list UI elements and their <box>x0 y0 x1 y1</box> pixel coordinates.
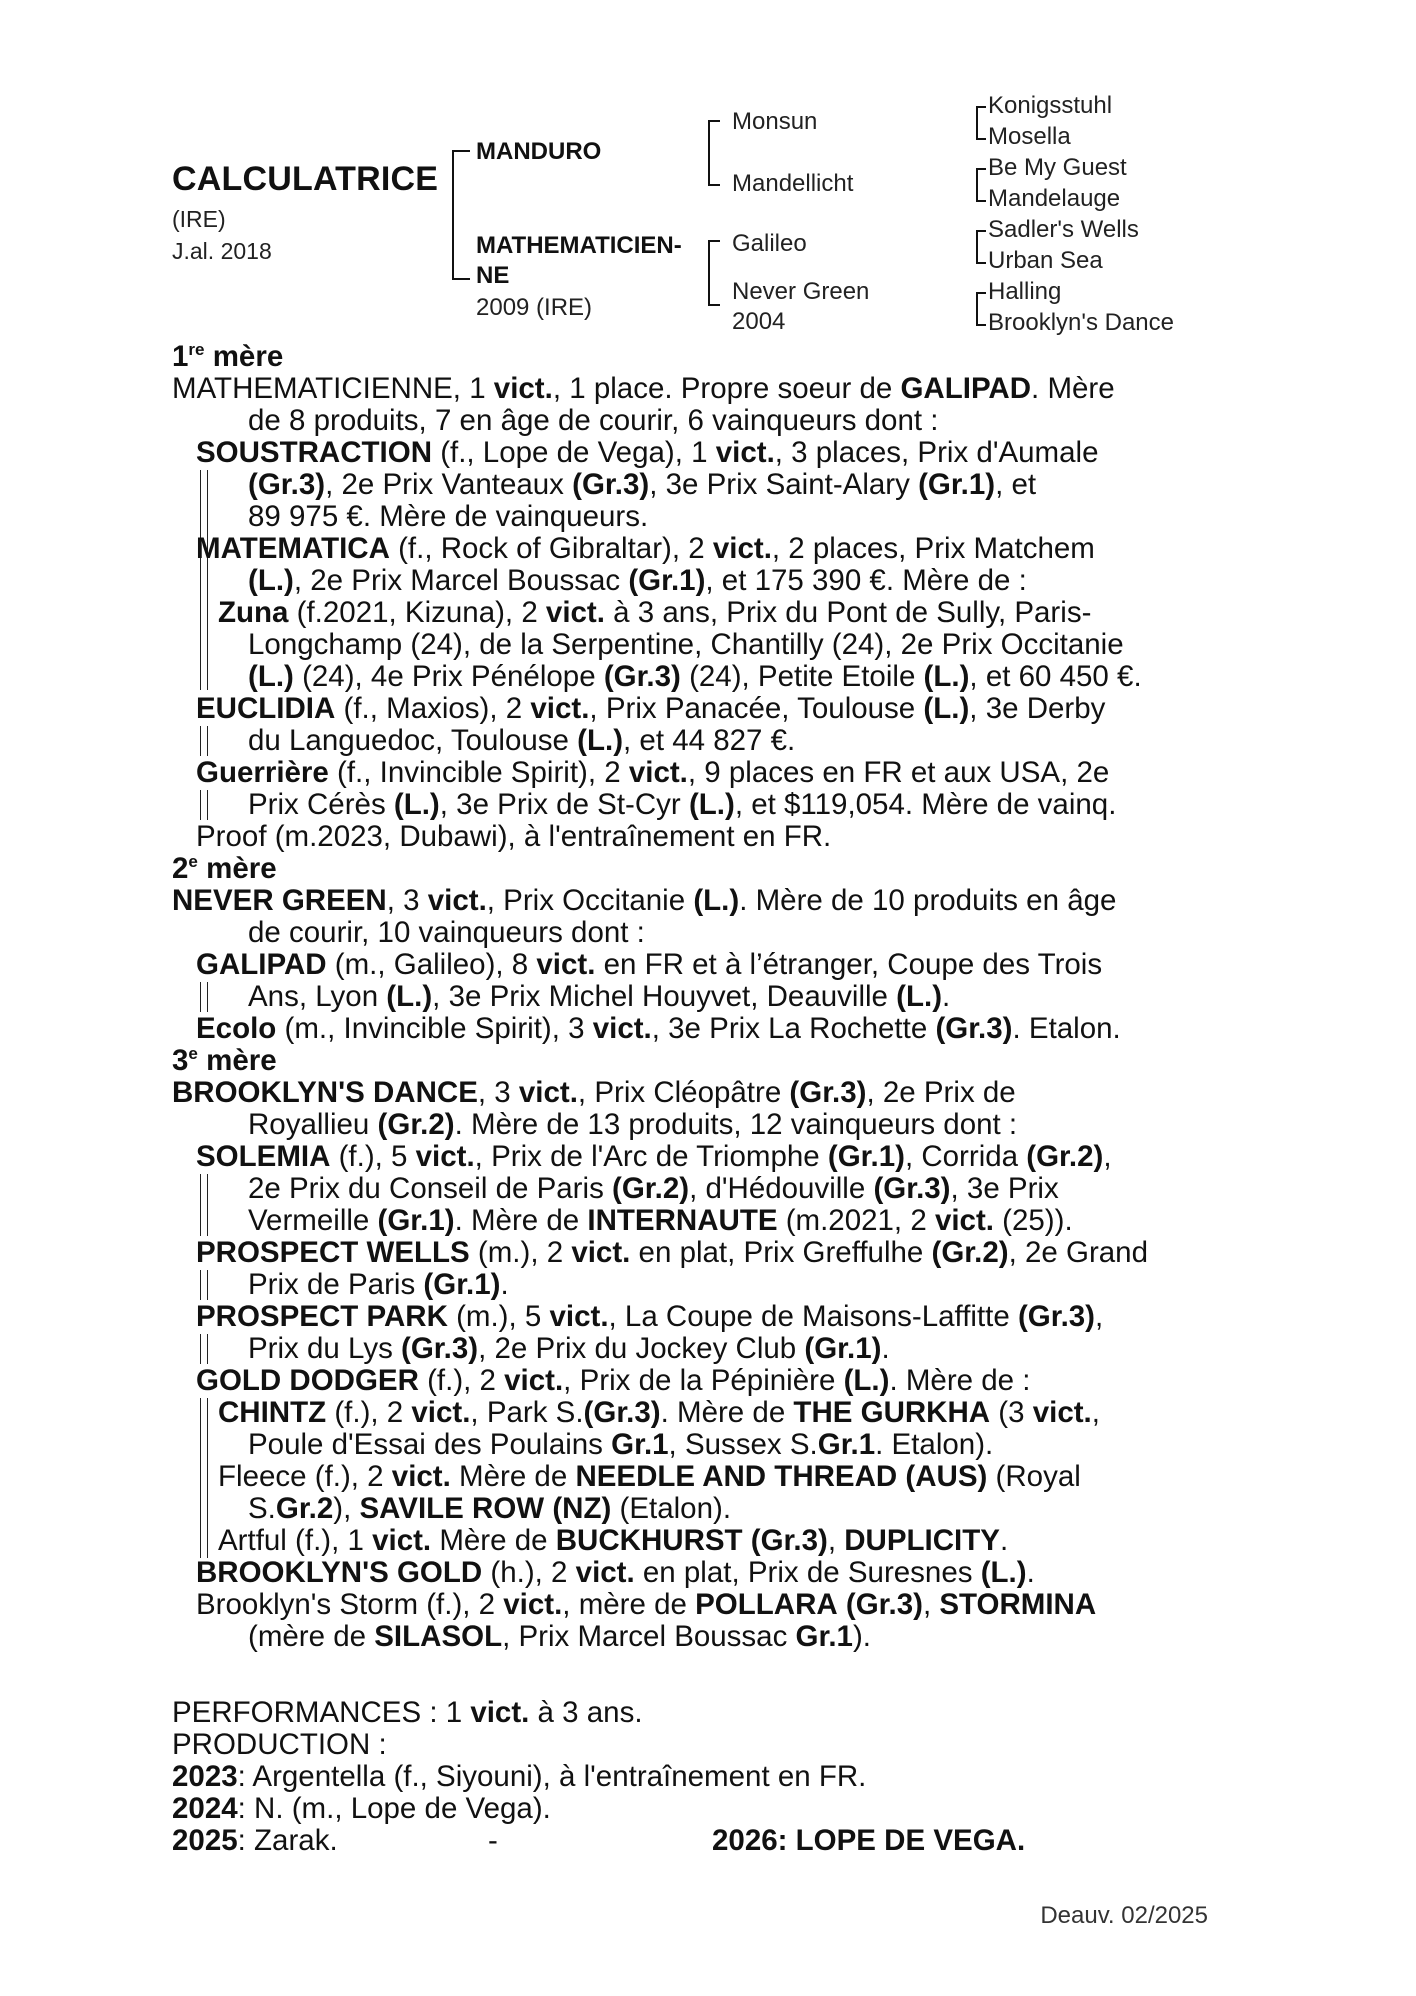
gg-7: Halling <box>988 278 1062 305</box>
year-2025: 2025 <box>172 1824 238 1857</box>
dam-year: 2009 (IRE) <box>476 294 593 321</box>
production-2025-text: : Zarak. <box>237 1824 338 1857</box>
text-line: GOLD DODGER (f.), 2 vict., Prix de la Pépinière (L.). Mère de : <box>196 1364 1031 1397</box>
text-line: NEVER GREEN, 3 vict., Prix Occitanie (L.). Mère de 10 produits en âge <box>172 884 1117 917</box>
indent-bar <box>200 1270 208 1300</box>
text-line: MATHEMATICIENNE, 1 vict., 1 place. Propre soeur de GALIPAD. Mère <box>172 372 1115 405</box>
text-line: Artful (f.), 1 vict. Mère de BUCKHURST (Gr.3), DUPLICITY. <box>218 1524 1009 1557</box>
text-line: Vermeille (Gr.1). Mère de INTERNAUTE (m.2021, 2 vict. (25)). <box>248 1204 1073 1237</box>
performances: PERFORMANCES : 1 vict. à 3 ans. <box>172 1696 643 1729</box>
section-second-dam: 2e mère <box>172 852 277 885</box>
sire: MANDURO <box>476 138 602 165</box>
year-2024: 2024 <box>172 1792 238 1825</box>
text-line: PROSPECT WELLS (m.), 2 vict. en plat, Prix Greffulhe (Gr.2), 2e Grand <box>196 1236 1148 1269</box>
indent-bar <box>200 982 208 1012</box>
indent-bar <box>200 1334 208 1364</box>
production-2026-text: : LOPE DE VEGA. <box>777 1824 1026 1857</box>
section-first-dam: 1re mère <box>172 340 284 373</box>
production-heading: PRODUCTION : <box>172 1728 387 1761</box>
text-line: SOLEMIA (f.), 5 vict., Prix de l'Arc de Triomphe (Gr.1), Corrida (Gr.2), <box>196 1140 1112 1173</box>
text-line: Prix de Paris (Gr.1). <box>248 1268 509 1301</box>
footer-note: Deauv. 02/2025 <box>1040 1902 1208 1929</box>
text-line: MATEMATICA (f., Rock of Gibraltar), 2 vict., 2 places, Prix Matchem <box>196 532 1095 565</box>
text-line: de courir, 10 vainqueurs dont : <box>248 916 645 949</box>
granddam-1: Galileo <box>732 230 807 257</box>
indent-bar <box>200 790 208 820</box>
horse-birth: J.al. 2018 <box>172 238 272 264</box>
production-2023 <box>172 1760 866 1794</box>
text-line: GALIPAD (m., Galileo), 8 vict. en FR et à l’étranger, Coupe des Trois <box>196 948 1103 981</box>
gg-5: Sadler's Wells <box>988 216 1139 243</box>
text-line: PROSPECT PARK (m.), 5 vict., La Coupe de Maisons-Laffitte (Gr.3), <box>196 1300 1104 1333</box>
indent-bar <box>200 1398 208 1558</box>
text-line: de 8 produits, 7 en âge de courir, 6 vainqueurs dont : <box>248 404 939 437</box>
bracket-g3 <box>976 230 986 264</box>
text-line: Guerrière (f., Invincible Spirit), 2 vict., 9 places en FR et aux USA, 2e <box>196 756 1110 789</box>
text-line: (L.), 2e Prix Marcel Boussac (Gr.1), et 175 390 €. Mère de : <box>248 564 1027 597</box>
text-line: Prix Cérès (L.), 3e Prix de St-Cyr (L.), et $119,054. Mère de vainq. <box>248 788 1117 821</box>
text-line: Ans, Lyon (L.), 3e Prix Michel Houyvet, Deauville (L.). <box>248 980 951 1013</box>
text-line: S.Gr.2), SAVILE ROW (NZ) (Etalon). <box>248 1492 732 1525</box>
text-line: Royallieu (Gr.2). Mère de 13 produits, 12 vainqueurs dont : <box>248 1108 1018 1141</box>
gg-8: Brooklyn's Dance <box>988 309 1174 336</box>
text-line: 2e Prix du Conseil de Paris (Gr.2), d'Hédouville (Gr.3), 3e Prix <box>248 1172 1059 1205</box>
bracket-dam <box>708 240 720 306</box>
text-line: SOUSTRACTION (f., Lope de Vega), 1 vict., 3 places, Prix d'Aumale <box>196 436 1099 469</box>
bracket-parents <box>452 150 470 280</box>
text-line: Prix du Lys (Gr.3), 2e Prix du Jockey Club (Gr.1). <box>248 1332 890 1365</box>
text-line: Zuna (f.2021, Kizuna), 2 vict. à 3 ans, Prix du Pont de Sully, Paris- <box>218 596 1092 629</box>
section-third-dam: 3e mère <box>172 1044 277 1077</box>
production-2023-text: : Argentella (f., Siyouni), à l'entraînement en FR. <box>237 1760 867 1793</box>
text-line: Longchamp (24), de la Serpentine, Chantilly (24), 2e Prix Occitanie <box>248 628 1124 661</box>
text-line: Proof (m.2023, Dubawi), à l'entraînement en FR. <box>196 820 832 853</box>
text-line: BROOKLYN'S DANCE, 3 vict., Prix Cléopâtre (Gr.3), 2e Prix de <box>172 1076 1016 1109</box>
indent-bar <box>200 1174 208 1236</box>
bracket-g1 <box>976 106 986 140</box>
dam: MATHEMATICIEN- <box>476 232 682 259</box>
indent-bar <box>200 566 208 690</box>
production-2024 <box>172 1792 551 1826</box>
horse-name: CALCULATRICE <box>172 160 439 198</box>
text-line: du Languedoc, Toulouse (L.), et 44 827 €. <box>248 724 796 757</box>
text-line: CHINTZ (f.), 2 vict., Park S.(Gr.3). Mère de THE GURKHA (3 vict., <box>218 1396 1100 1429</box>
text-line: Poule d'Essai des Poulains Gr.1, Sussex S.Gr.1. Etalon). <box>248 1428 994 1461</box>
granddam-2-year: 2004 <box>732 308 786 335</box>
production-2024-text: : N. (m., Lope de Vega). <box>237 1792 551 1825</box>
text-line: (mère de SILASOL, Prix Marcel Boussac Gr.1). <box>248 1620 871 1653</box>
bracket-g4 <box>976 292 986 326</box>
year-2026: 2026 <box>712 1824 778 1857</box>
grandsire-1: Monsun <box>732 108 818 135</box>
dash: - <box>488 1824 498 1857</box>
production-2025 <box>172 1824 338 1858</box>
gg-1: Konigsstuhl <box>988 92 1113 119</box>
text-line: Brooklyn's Storm (f.), 2 vict., mère de POLLARA (Gr.3), STORMINA <box>196 1588 1097 1621</box>
indent-bar <box>200 726 208 756</box>
year-2023: 2023 <box>172 1760 238 1793</box>
gg-6: Urban Sea <box>988 247 1103 274</box>
gg-3: Be My Guest <box>988 154 1127 181</box>
text-line: (L.) (24), 4e Prix Pénélope (Gr.3) (24), Petite Etoile (L.), et 60 450 €. <box>248 660 1142 693</box>
text-line: Fleece (f.), 2 vict. Mère de NEEDLE AND THREAD (AUS) (Royal <box>218 1460 1081 1493</box>
gg-4: Mandelauge <box>988 185 1121 212</box>
text-line: Ecolo (m., Invincible Spirit), 3 vict., 3e Prix La Rochette (Gr.3). Etalon. <box>196 1012 1121 1045</box>
gg-2: Mosella <box>988 123 1071 150</box>
text-line: EUCLIDIA (f., Maxios), 2 vict., Prix Panacée, Toulouse (L.), 3e Derby <box>196 692 1106 725</box>
grandsire-2: Mandellicht <box>732 170 854 197</box>
horse-origin: (IRE) <box>172 206 226 232</box>
text-line: 89 975 €. Mère de vainqueurs. <box>248 500 649 533</box>
text-line: BROOKLYN'S GOLD (h.), 2 vict. en plat, Prix de Suresnes (L.). <box>196 1556 1035 1589</box>
production-2026 <box>712 1824 1025 1858</box>
text-line: (Gr.3), 2e Prix Vanteaux (Gr.3), 3e Prix Saint-Alary (Gr.1), et <box>248 468 1037 501</box>
bracket-g2 <box>976 168 986 202</box>
granddam-2: Never Green <box>732 278 870 305</box>
bracket-sire <box>708 120 720 186</box>
dam-cont: NE <box>476 262 510 289</box>
